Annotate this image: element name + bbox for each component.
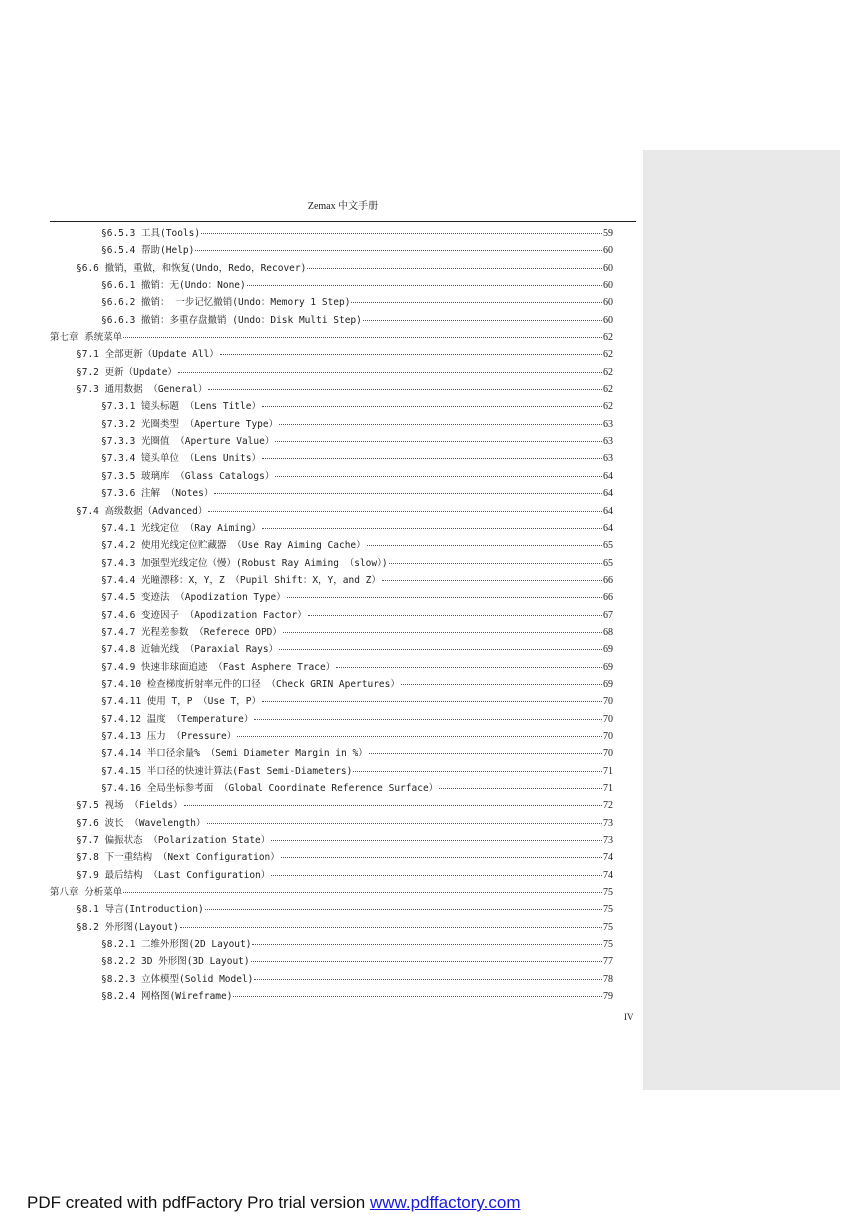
toc-entry[interactable] — [50, 726, 613, 743]
toc-entry[interactable] — [50, 917, 613, 934]
toc-entry-title: §6.5.3 工具(Tools) — [101, 228, 201, 239]
toc-entry-page: 68 — [603, 626, 613, 638]
toc-entry-page: 77 — [603, 956, 613, 968]
toc-entry-page: 74 — [603, 869, 613, 881]
toc-entry-page: 64 — [603, 505, 613, 517]
toc-leader-dots — [271, 830, 602, 841]
toc-entry-title: §7.4.5 变迹法 （Apodization Type） — [101, 592, 286, 604]
toc-entry-title: §7.4.15 半口径的快速计算法(Fast Semi-Diameters) — [101, 765, 353, 777]
toc-entry[interactable] — [50, 882, 613, 899]
toc-leader-dots — [254, 709, 602, 720]
toc-entry-page: 70 — [603, 696, 613, 708]
toc-leader-dots — [279, 414, 602, 425]
toc-entry-title: §6.6 撤销，重做，和恢复(Undo，Redo，Recover) — [76, 262, 307, 274]
toc-entry-page: 62 — [603, 384, 613, 396]
toc-entry[interactable] — [50, 344, 613, 361]
toc-entry-page: 62 — [603, 332, 613, 344]
toc-entry-title: §7.4 高级数据（Advanced） — [76, 505, 208, 517]
toc-entry-page: 72 — [603, 800, 613, 812]
toc-entry-page: 78 — [603, 973, 613, 985]
toc-leader-dots — [369, 743, 602, 754]
toc-entry-page: 64 — [603, 488, 613, 500]
toc-leader-dots — [184, 795, 602, 806]
toc-entry[interactable] — [50, 431, 613, 448]
toc-entry-page: 71 — [603, 765, 613, 777]
toc-leader-dots — [262, 518, 602, 529]
toc-entry-page: 73 — [603, 817, 613, 829]
toc-entry-title: §8.2.3 立体模型(Solid Model) — [101, 973, 254, 985]
toc-entry-page: 59 — [603, 228, 613, 239]
toc-entry[interactable] — [50, 223, 613, 240]
toc-entry-page: 69 — [603, 644, 613, 656]
toc-entry-page: 71 — [603, 783, 613, 794]
toc-entry-page: 73 — [603, 835, 613, 847]
running-head: Zemax 中文手册 — [307, 201, 379, 212]
toc-leader-dots — [389, 553, 602, 564]
comments-pane — [643, 150, 840, 1090]
toc-leader-dots — [279, 639, 602, 650]
toc-entry[interactable] — [50, 275, 613, 292]
footer-link[interactable]: www.pdffactory.com — [369, 1193, 521, 1212]
toc-leader-dots — [283, 622, 602, 633]
toc-entry[interactable] — [50, 605, 613, 622]
toc-leader-dots — [351, 292, 602, 303]
toc-entry[interactable] — [50, 951, 613, 968]
toc-entry-title: §7.4.7 光程差参数 （Referece OPD） — [101, 626, 282, 638]
toc-entry[interactable] — [50, 830, 613, 847]
toc-entry-page: 64 — [603, 470, 613, 482]
toc-entry-page: 69 — [603, 678, 613, 690]
toc-entry-page: 60 — [603, 262, 613, 274]
toc-entry[interactable] — [50, 292, 613, 309]
toc-entry-title: §7.3.3 光圈值 （Aperture Value） — [101, 436, 275, 448]
toc-entry-title: §7.4.1 光线定位 （Ray Aiming） — [101, 522, 261, 534]
toc-leader-dots — [262, 448, 602, 459]
toc-entry[interactable] — [50, 535, 613, 552]
toc-leader-dots — [237, 726, 602, 737]
footer-text: PDF created with pdfFactory Pro trial version — [27, 1193, 370, 1212]
toc-entry-title: 第七章 系统菜单 — [50, 332, 123, 344]
toc-entry-page: 62 — [603, 401, 613, 413]
toc-entry[interactable] — [50, 258, 613, 275]
toc-entry-page: 60 — [603, 245, 613, 257]
toc-entry-page: 60 — [603, 314, 613, 326]
toc-leader-dots — [195, 240, 602, 251]
toc-entry[interactable] — [50, 448, 613, 465]
toc-entry[interactable] — [50, 795, 613, 812]
toc-entry-title: §7.8 下一重结构 （Next Configuration） — [76, 852, 280, 864]
toc-entry-title: §7.3 通用数据 （General） — [76, 384, 208, 396]
toc-entry-page: 63 — [603, 453, 613, 465]
toc-entry[interactable] — [50, 847, 613, 864]
toc-entry-page: 65 — [603, 557, 613, 569]
toc-entry-title: §7.6 波长 （Wavelength） — [76, 817, 206, 829]
toc-leader-dots — [308, 605, 602, 616]
toc-entry-title: §7.4.10 检查梯度折射率元件的口径 （Check GRIN Apertures） — [101, 678, 400, 690]
pdf-footer — [27, 1193, 521, 1213]
toc-entry-page: 70 — [603, 730, 613, 742]
toc-entry[interactable] — [50, 934, 613, 951]
toc-entry-title: §7.4.4 光瞳漂移：X，Y，Z （Pupil Shift：X，Y，and Z） — [101, 574, 381, 586]
toc-leader-dots — [180, 917, 602, 928]
toc-entry[interactable] — [50, 327, 613, 344]
page-number: IV — [624, 1012, 634, 1022]
toc-leader-dots — [401, 674, 602, 685]
toc-leader-dots — [287, 587, 602, 598]
toc-entry[interactable] — [50, 466, 613, 483]
toc-leader-dots — [207, 813, 602, 824]
toc-entry-page: 63 — [603, 418, 613, 430]
toc-entry-title: §7.4.16 全局坐标参考面 （Global Coordinate Reference Surface） — [101, 783, 439, 794]
toc-entry-page: 79 — [603, 991, 613, 1003]
toc-entry[interactable] — [50, 743, 613, 760]
toc-entry-title: §7.4.9 快速非球面追迹 （Fast Asphere Trace） — [101, 661, 336, 673]
toc-leader-dots — [178, 362, 602, 373]
toc-entry[interactable] — [50, 501, 613, 518]
toc-leader-dots — [201, 223, 602, 234]
toc-leader-dots — [367, 535, 602, 546]
toc-entry[interactable] — [50, 639, 613, 656]
toc-entry-title: §6.6.1 撤销：无(Undo：None) — [101, 280, 246, 292]
toc-leader-dots — [208, 379, 602, 390]
toc-leader-dots — [271, 865, 602, 876]
toc-entry-page: 70 — [603, 713, 613, 725]
toc-leader-dots — [247, 275, 602, 286]
toc-leader-dots — [123, 882, 602, 893]
toc-entry-page: 75 — [603, 904, 613, 916]
toc-entry-title: §8.2 外形图(Layout) — [76, 921, 179, 933]
toc-leader-dots — [382, 570, 602, 581]
toc-leader-dots — [363, 310, 602, 321]
toc-entry-title: §7.3.5 玻璃库 （Glass Catalogs） — [101, 470, 275, 482]
toc-entry[interactable] — [50, 986, 613, 1003]
toc-entry[interactable] — [50, 310, 613, 327]
toc-entry[interactable] — [50, 587, 613, 604]
toc-leader-dots — [307, 258, 602, 269]
toc-entry[interactable] — [50, 674, 613, 691]
toc-entry[interactable] — [50, 362, 613, 379]
toc-entry[interactable] — [50, 813, 613, 830]
toc-entry-page: 75 — [603, 887, 613, 899]
toc-entry-title: §7.3.1 镜头标题 （Lens Title） — [101, 401, 261, 413]
toc-leader-dots — [123, 327, 602, 338]
toc-entry-title: §8.1 导言(Introduction) — [76, 904, 204, 916]
toc-entry-page: 60 — [603, 280, 613, 292]
toc-entry[interactable] — [50, 570, 613, 587]
toc-leader-dots — [275, 431, 602, 442]
toc-entry[interactable] — [50, 396, 613, 413]
toc-entry-page: 60 — [603, 297, 613, 309]
toc-entry-page: 62 — [603, 366, 613, 378]
toc-leader-dots — [262, 691, 602, 702]
toc-entry-title: §7.9 最后结构 （Last Configuration） — [76, 869, 271, 881]
toc-entry-page: 63 — [603, 436, 613, 448]
toc-entry[interactable] — [50, 240, 613, 257]
toc-entry-title: §7.4.13 压力 （Pressure） — [101, 730, 237, 742]
toc-leader-dots — [254, 969, 602, 980]
table-of-contents — [50, 223, 613, 1003]
toc-entry[interactable] — [50, 483, 613, 500]
toc-leader-dots — [439, 778, 602, 789]
toc-entry[interactable] — [50, 709, 613, 726]
toc-entry[interactable] — [50, 553, 613, 570]
toc-entry-title: §7.4.6 变迹因子 （Apodization Factor） — [101, 609, 307, 621]
toc-entry-page: 70 — [603, 748, 613, 760]
toc-entry-title: §7.3.2 光圈类型 （Aperture Type） — [101, 418, 279, 430]
toc-entry[interactable] — [50, 414, 613, 431]
toc-entry-title: §6.6.3 撤销：多重存盘撤销 (Undo：Disk Multi Step) — [101, 314, 362, 326]
toc-entry-page: 64 — [603, 522, 613, 534]
toc-entry-title: §7.1 全部更新（Update All） — [76, 349, 219, 361]
toc-entry[interactable] — [50, 379, 613, 396]
toc-entry-title: §8.2.1 二维外形图(2D Layout) — [101, 939, 252, 951]
toc-entry-title: §7.7 偏振状态 （Polarization State） — [76, 835, 271, 847]
toc-entry[interactable] — [50, 969, 613, 986]
toc-leader-dots — [251, 951, 602, 962]
toc-leader-dots — [262, 396, 602, 407]
toc-leader-dots — [208, 501, 602, 512]
toc-entry-page: 66 — [603, 574, 613, 586]
toc-entry-title: §6.6.2 撤销： 一步记忆撤销(Undo：Memory 1 Step) — [101, 297, 351, 309]
toc-leader-dots — [233, 986, 602, 997]
toc-entry-page: 75 — [603, 921, 613, 933]
toc-entry-page: 75 — [603, 939, 613, 951]
toc-entry-title: §7.4.3 加强型光线定位（慢）(Robust Ray Aiming （slow）) — [101, 557, 388, 569]
toc-leader-dots — [353, 761, 602, 772]
toc-entry-page: 69 — [603, 661, 613, 673]
toc-entry-title: §7.3.6 注解 （Notes） — [101, 488, 214, 500]
toc-entry[interactable] — [50, 761, 613, 778]
toc-leader-dots — [220, 344, 602, 355]
toc-entry-page: 62 — [603, 349, 613, 361]
toc-leader-dots — [281, 847, 602, 858]
toc-entry-title: §6.5.4 帮助(Help) — [101, 245, 195, 257]
toc-entry-title: §7.4.12 温度 （Temperature） — [101, 713, 254, 725]
toc-leader-dots — [336, 657, 602, 668]
toc-entry-page: 65 — [603, 540, 613, 552]
toc-entry-title: §7.4.11 使用 T，P （Use T，P） — [101, 696, 261, 708]
toc-entry[interactable] — [50, 691, 613, 708]
toc-entry[interactable] — [50, 622, 613, 639]
toc-entry-page: 74 — [603, 852, 613, 864]
toc-entry-page: 67 — [603, 609, 613, 621]
toc-entry[interactable] — [50, 778, 613, 795]
toc-entry-page: 66 — [603, 592, 613, 604]
toc-entry-title: §8.2.4 网格图(Wireframe) — [101, 991, 233, 1003]
toc-leader-dots — [252, 934, 602, 945]
toc-entry-title: 第八章 分析菜单 — [50, 887, 123, 899]
toc-leader-dots — [205, 899, 602, 910]
toc-entry[interactable] — [50, 518, 613, 535]
toc-entry[interactable] — [50, 657, 613, 674]
toc-entry-title: §7.4.2 使用光线定位贮藏器 （Use Ray Aiming Cache） — [101, 540, 366, 552]
toc-entry-title: §7.4.8 近轴光线 （Paraxial Rays） — [101, 644, 279, 656]
toc-entry[interactable] — [50, 865, 613, 882]
toc-entry[interactable] — [50, 899, 613, 916]
toc-entry-title: §8.2.2 3D 外形图(3D Layout) — [101, 956, 250, 968]
toc-entry-title: §7.4.14 半口径余量% （Semi Diameter Margin in %） — [101, 748, 368, 760]
toc-leader-dots — [275, 466, 602, 477]
toc-entry-title: §7.3.4 镜头单位 （Lens Units） — [101, 453, 261, 465]
toc-entry-title: §7.5 视场 （Fields） — [76, 800, 183, 812]
header-rule — [50, 221, 636, 222]
toc-leader-dots — [214, 483, 602, 494]
toc-entry-title: §7.2 更新（Update） — [76, 366, 177, 378]
